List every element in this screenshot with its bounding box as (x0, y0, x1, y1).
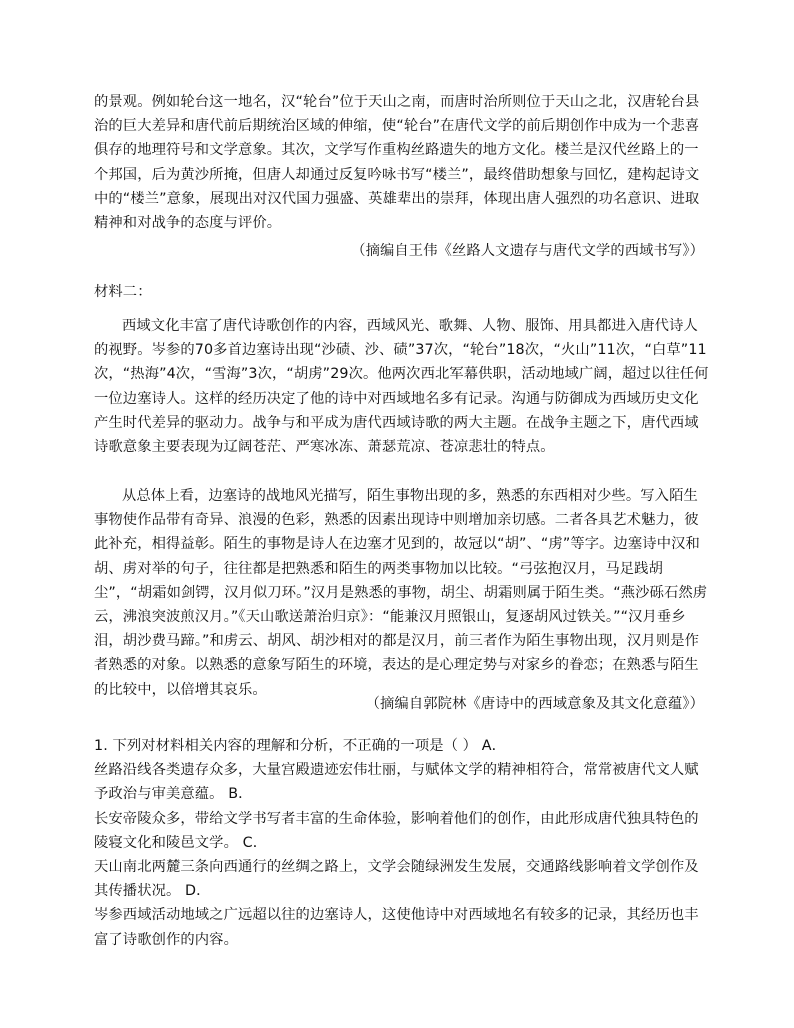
source-citation-2: （摘编自郭院林《唐诗中的西域意象及其文化意蕴》） (365, 696, 704, 712)
option-a: 丝路沿线各类遗存众多，大量宫殿遗迹宏伟壮丽，与赋体文学的精神相符合，常常被唐代文人赋予政治与审美意蕴。 B． (94, 762, 699, 803)
material2-label (94, 280, 712, 304)
option-b: 长安帝陵众多，带给文学书写者丰富的生命体验，影响着他们的创作，由此形成唐代独具特色的陵寝文化和陵邑文学。 C． (94, 810, 699, 851)
material2-paragraph-1 (94, 314, 712, 459)
paragraph-text: 从总体上看，边塞诗的战地风光描写，陌生事物出现的多，熟悉的东西相对少些。写入陌生事物使作品带有奇异、浪漫的色彩，熟悉的因素出现诗中则增加亲切感。二者各具艺术魅力，彼此补充，相得益彰。陌生的事物是诗人在边塞才见到的，故冠以“胡”、“虏”等字。边塞诗中汉和胡、虏对举的句子，往往都是把熟悉和陌生的两类事物加以比较。“弓弦抱汉月，马足践胡尘”，“胡霜如剑锷，汉月似刀环。”汉月是熟悉的事物，胡尘、胡霜则属于陌生类。“燕沙砾石然虏云，沸浪突波煎汉月。”《天山歌送萧治归京》：“能兼汉月照银山，复逐胡风过铁关。”“汉月垂乡泪，胡沙费马蹄。”和虏云、胡风、胡沙相对的都是汉月，前三者作为陌生事物出现，汉月则是作者熟悉的对象。以熟悉的意象写陌生的环境，表达的是心理定势与对家乡的眷恋；在熟悉与陌生的比较中，以倍增其哀乐。 (94, 488, 708, 698)
section-label: 材料二： (94, 284, 152, 300)
paragraph-text: 西域文化丰富了唐代诗歌创作的内容，西域风光、歌舞、人物、服饰、用具都进入唐代诗人的视野。岑参的70多首边塞诗出现“沙碛、沙、碛”37次，“轮台”18次，“火山”11次，“白草”11次，“热海”4次，“雪海”3次，“胡虏”29次。他两次西北军幕供职，活动地域广阔，超过以往任何一位边塞诗人。这样的经历决定了他的诗中对西域地名多有记录。沟通与防御成为西域历史文化产生时代差异的驱动力。战争与和平成为唐代西域诗歌的两大主题。在战争主题之下，唐代西域诗歌意象主要表现为辽阔苍茫、严寒冰冻、萧瑟荒凉、苍凉悲壮的特点。 (94, 318, 709, 456)
material1-paragraph (94, 90, 712, 235)
option-d: 岑参西域活动地域之广远超以往的边塞诗人，这使他诗中对西域地名有较多的记录，其经历也丰富了诗歌创作的内容。 (94, 907, 699, 948)
question-1 (94, 734, 712, 952)
option-c: 天山南北两麓三条向西通行的丝绸之路上，文学会随绿洲发生发展，交通路线影响着文学创作及其传播状况。 D． (94, 859, 699, 900)
material2-paragraph-2 (94, 484, 712, 702)
source-citation-1: （摘编自王伟《丝路人文遗存与唐代文学的西域书写》） (351, 243, 704, 259)
paragraph-text: 的景观。例如轮台这一地名，汉“轮台”位于天山之南，而唐时治所则位于天山之北，汉唐轮台县治的巨大差异和唐代前后期统治区域的伸缩，使“轮台”在唐代文学的前后期创作中成为一个悲喜俱存的地理符号和文学意象。其次，文学写作重构丝路遗失的地方文化。楼兰是汉代丝路上的一个邦国，后为黄沙所掩，但唐人却通过反复吟咏书写“楼兰”，最终借助想象与回忆，建构起诗文中的“楼兰”意象，展现出对汉代国力强盛、英雄辈出的崇拜，体现出唐人强烈的功名意识、进取精神和对战争的态度与评价。 (94, 94, 700, 232)
question-stem: 1. 下列对材料相关内容的理解和分析，不正确的一项是（ ） A． (94, 738, 506, 754)
